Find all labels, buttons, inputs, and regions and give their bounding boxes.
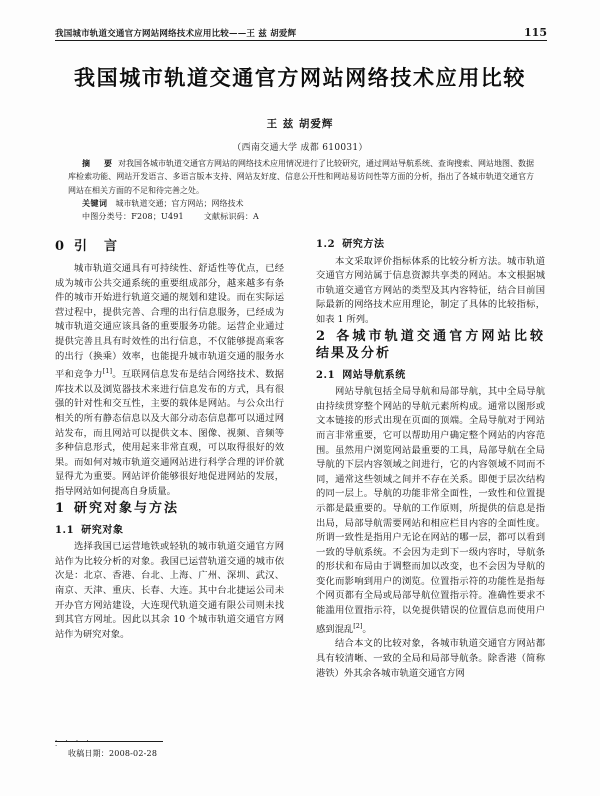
- subsection-title-2-1: 网站导航系统: [342, 369, 406, 381]
- footnote-dots: · · · · ·: [55, 737, 92, 750]
- subsection-number-1-2: 1.2: [316, 239, 336, 250]
- author-list: 王 兹 胡爱辉: [266, 118, 334, 130]
- paragraph: 结合本文的比较对象，各城市轨道交通官方网站都具有较清晰、一致的全局和局部导航条。除香港（简称港铁）外其余各城市轨道交通官方网: [316, 638, 545, 679]
- section-heading-0: [55, 238, 284, 255]
- paragraph-text-cont: 。互联网信息发布是结合网络技术、数据库技术以及浏览器技术来进行信息发布的方式，具有很强的针对性和交互性，主要的载体是网站。与公众出行相关的所有静态信息以及大部分动态信息都可以通过网站发布，而且网站可以提供文本、图像、视频、音频等多种信息形式，使用起来非常直观，可以取得很好的效果。而如何对城市轨道交通网站进行科学合理的评价就显得尤为重要。网站评价能够很好地促进网站的发展，指导网站如何提高自身质量。: [55, 369, 284, 497]
- footnote-divider: [55, 741, 163, 742]
- abstract-paragraph: [68, 157, 534, 197]
- subsection-heading-1-2: [316, 238, 545, 253]
- subsection-title-1-2: 研究方法: [342, 239, 385, 250]
- paragraph-text: 网站导航包括全局导航和局部导航，其中全局导航由持续贯穿整个网站的导航元素所构成。通常以图形或文本链接的形式出现在页面的顶端。全局导航对于网站而言非常重要，它可以帮助用户确定整个网站的内容范围。虽然用户浏览网站最重要的工具，局部导航在全局导航的下层内容领域之间进行，它的内容领域不同而不同，通常这些领域之间并不存在关系。即便于层次结构的同一层上。导航的功能非常全面性，一致性和位置提示都是最重要的。导航的工作原则，所提供的信息是指出局，局部导航需要网站和相应栏目内容的全面性度。所谓一致性是指用户无论在网站的哪一层，都可以看到一致的导航系统。不会因为走到下一级内容时，导航条的形状和布局由于调整而加以改变，也不会因为导航的变化而影响到用户的浏览。位置指示符的功能性是指每个网页都有全局或局部导航位置指示符。准确性要求不能滥用位置指示符，以免提供错误的位置信息而使用户感到混乱: [316, 386, 545, 635]
- running-head-text: 我国城市轨道交通官方网站网络技术应用比较——王 兹 胡爱辉: [55, 29, 297, 39]
- classification-line: [68, 210, 534, 223]
- subsection-title-1-1: 研究对象: [81, 524, 124, 536]
- document-code-label: 文献标识码：: [203, 212, 254, 222]
- subsection-heading-2-1: [316, 369, 545, 384]
- section-title-0: 引 言: [74, 239, 120, 254]
- running-head: [55, 26, 547, 39]
- header-divider: [55, 40, 547, 41]
- paragraph: [55, 262, 284, 500]
- section-heading-1: [55, 500, 284, 517]
- keywords-text: 城市轨道交通；官方网站；网络技术: [115, 198, 244, 208]
- keywords-line: [68, 197, 534, 210]
- abstract-label: 摘 要: [82, 158, 115, 168]
- section-number-2: 2: [316, 328, 326, 344]
- subsection-number-1-1: 1.1: [55, 524, 75, 536]
- footnote-value: 2008-02-28: [109, 749, 158, 758]
- abstract-text: 对我国各城市轨道交通官方网站的网络技术应用情况进行了比较研究，通过网站导航系统、查询搜索、网站地图、数据库检索功能、网站开发语言、多语言版本支持、网站友好度、信息公开性和网站易访问性等方面的分析，指出了各城市轨道交通官方网站在相关方面的不足和待完善之处。: [68, 159, 534, 195]
- column-left: [55, 238, 284, 738]
- document-code-value: A: [253, 212, 260, 222]
- section-number-0: 0: [55, 239, 65, 254]
- article-title: 我国城市轨道交通官方网站网络技术应用比较: [74, 65, 526, 90]
- author-affiliation: （西南交通大学 成都 610031）: [232, 143, 368, 153]
- footnote-label: 收稿日期：: [68, 749, 109, 758]
- section-heading-2: [316, 328, 545, 362]
- footnote-received-date: [68, 748, 308, 759]
- paragraph: 选择我国已运营地铁或轻轨的城市轨道交通官方网站作为比较分析的对象。我国已运营轨道交通的城市依次是：北京、香港、台北、上海、广州、深圳、武汉、南京、天津、重庆、长春、大连。其中台北捷运公司未开办官方网站建设，大连现代轨道交通有限公司则未找到其官方网址。因此以其余 10 个城市轨道交通官方网站作为研究对象。: [55, 541, 284, 640]
- column-right: [316, 238, 545, 778]
- clc-value: F208；U491: [131, 212, 184, 222]
- paragraph: 网站导航包括全局导航和局部导航，其中全局导航由持续贯穿整个网站的导航元素所构成。通常以图形或文本链接的形式出现在页面的顶端。全局导航对于网站而言非常重要，它可以帮助用户确定整个网站的内容范围。虽然用户浏览网站最重要的工具，局部导航在全局导航的下层内容领域之间进行，它的内容领域不同而不同，通常这些领域之间并不存在关系。即便于层次结构的同一层上。导航的功能非常全面性，一致性和位置提示都是最重要的。导航的工作原则，所提供的信息是指出局，局部导航需要网站和相应栏目内容的全面性度。所谓一致性是指用户无论在网站的哪一层，都可以看到一致的导航系统。不会因为走到下一级内容时，导航条的形状和布局由于调整而加以改变，也不会因为导航的变化而影响到用户的浏览。位置指示符的功能性是指每个网页都有全局或局部导航位置指示符。准确性要求不能滥用位置指示符，以免提供错误的位置信息而使用户感到混乱[2]。: [316, 386, 545, 635]
- page-number: 115: [524, 26, 547, 39]
- clc-label: 中图分类号：: [82, 212, 132, 222]
- subsection-number-2-1: 2.1: [316, 369, 336, 381]
- section-title-2: 各城市轨道交通官方网站比较结果及分析: [316, 328, 545, 361]
- reference-mark: [2]: [353, 621, 363, 630]
- reference-mark: [1]: [102, 367, 112, 376]
- subsection-heading-1-1: [55, 524, 284, 539]
- keywords-label: 关键词: [82, 197, 108, 208]
- abstract-block: [68, 157, 534, 223]
- section-title-1: 研究对象与方法: [74, 500, 180, 516]
- paragraph-text: 城市轨道交通具有可持续性、舒适性等优点，已经成为城市公共交通系统的重要组成部分，越来越多有条件的城市开始进行轨道交通的规划和建设。而在实际运营过程中，提供完善、合理的出行信息服务，已经成为城市轨道交通应该具备的重要服务功能。运营企业通过提供完善且具有时效性的出行信息，不仅能够提高乘客的出行（换乘）效率，也能提升城市轨道交通的服务水平和竞争力: [55, 263, 284, 381]
- paragraph: 本文采取评价指标体系的比较分析方法。城市轨道交通官方网站属于信息资源共享类的网站。本文根据城市轨道交通官方网站的类型及其内容特征，结合目前国际最新的网络技术应用理论，制定了具体的比较指标，如表 1 所列。: [316, 255, 545, 325]
- section-number-1: 1: [55, 500, 65, 516]
